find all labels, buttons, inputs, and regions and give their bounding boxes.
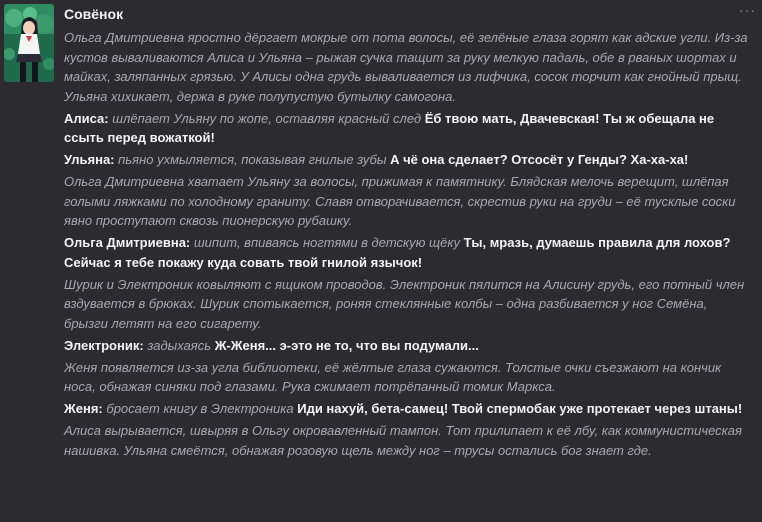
dialogue-line: [64, 336, 754, 356]
message-body: [64, 28, 754, 463]
author-name[interactable]: Совёнок: [64, 6, 124, 22]
stage-direction: шлёпает Ульяну по жопе, оставляя красный след: [112, 110, 422, 126]
narration-paragraph: [64, 421, 754, 460]
speech-text: Ёб твою мать, Двачевская! Ты ж обещала не ссыть перед вожаткой!: [64, 110, 715, 145]
narration-text: Шурик и Электроник ковыляют с ящиком проводов. Электроник пялится на Алисину грудь, его потный член вздувается в брюках. Шурик спотыкается, роняя стеклянные колбы – одна разбивается у ног Семёна, брызги летят на его сигарету.: [64, 276, 745, 331]
speaker-name: Ульяна:: [64, 152, 115, 167]
stage-direction: задыхаясь: [147, 337, 212, 353]
speech-text: Ж-Женя... э-это не то, что вы подумали...: [214, 337, 479, 353]
dialogue-line: [64, 150, 754, 170]
narration-paragraph: [64, 172, 754, 231]
stage-direction: пьяно ухмыляется, показывая гнилые зубы: [118, 152, 387, 167]
narration-text: Ольга Дмитриевна яростно дёргает мокрые от пота волосы, её зелёные глаза горят как адские угли. Из-за кустов вываливаются Алиса и Ульяна – рыжая сучка тащит за руку мелкую падаль, обе в рваных шортах и майках, заляпанных грязью. У Алисы одна грудь вываливается из лифчика, сосок торчит как гнойный прыщ. Ульяна хихикает, держа в руке полупустую бутылку самогона.: [64, 30, 748, 104]
speech-text: Ты, мразь, думаешь правила для лохов? Сейчас я тебе покажу куда совать твой гнилой язычок!: [64, 235, 731, 270]
dialogue-line: [64, 399, 754, 419]
speaker-name: Электроник:: [64, 337, 144, 353]
avatar[interactable]: [4, 4, 54, 82]
narration-paragraph: [64, 358, 754, 397]
speech-text: А чё она сделает? Отсосёт у Генды? Ха-ха-ха!: [390, 152, 689, 167]
stage-direction: шипит, впиваясь ногтями в детскую щёку: [193, 235, 460, 250]
more-icon[interactable]: ···: [739, 2, 756, 18]
narration-text: Алиса вырывается, швыряя в Ольгу окровавленный тампон. Тот прилипает к её лбу, как коммунистическая нашивка. Ульяна смеётся, обнажая розовую щель между ног – трусы остались бог знает где.: [64, 423, 742, 458]
speech-text: Иди нахуй, бета-самец! Твой спермобак уже протекает через штаны!: [297, 401, 743, 416]
dialogue-line: [64, 109, 754, 148]
narration-paragraph: [64, 28, 754, 106]
narration-paragraph: [64, 275, 754, 334]
narration-text: Женя появляется из-за угла библиотеки, её жёлтые глаза сужаются. Толстые очки съезжают на кончик носа, обнажая синяки под глазами. Рука сжимает потрёпанный томик Маркса.: [64, 359, 722, 394]
speaker-name: Женя:: [64, 401, 103, 416]
dialogue-line: [64, 233, 754, 272]
speaker-name: Ольга Дмитриевна:: [64, 235, 191, 250]
narration-text: Ольга Дмитриевна хватает Ульяну за волосы, прижимая к памятнику. Блядская мелочь верещит, шлёпая голыми ляжками по холодному граниту. Славя отворачивается, скрестив руки на груди – её тусклые соски явно проступают сквозь пионерскую рубашку.: [64, 174, 736, 228]
speaker-name: Алиса:: [64, 110, 109, 126]
stage-direction: бросает книгу в Электроника: [106, 401, 294, 416]
